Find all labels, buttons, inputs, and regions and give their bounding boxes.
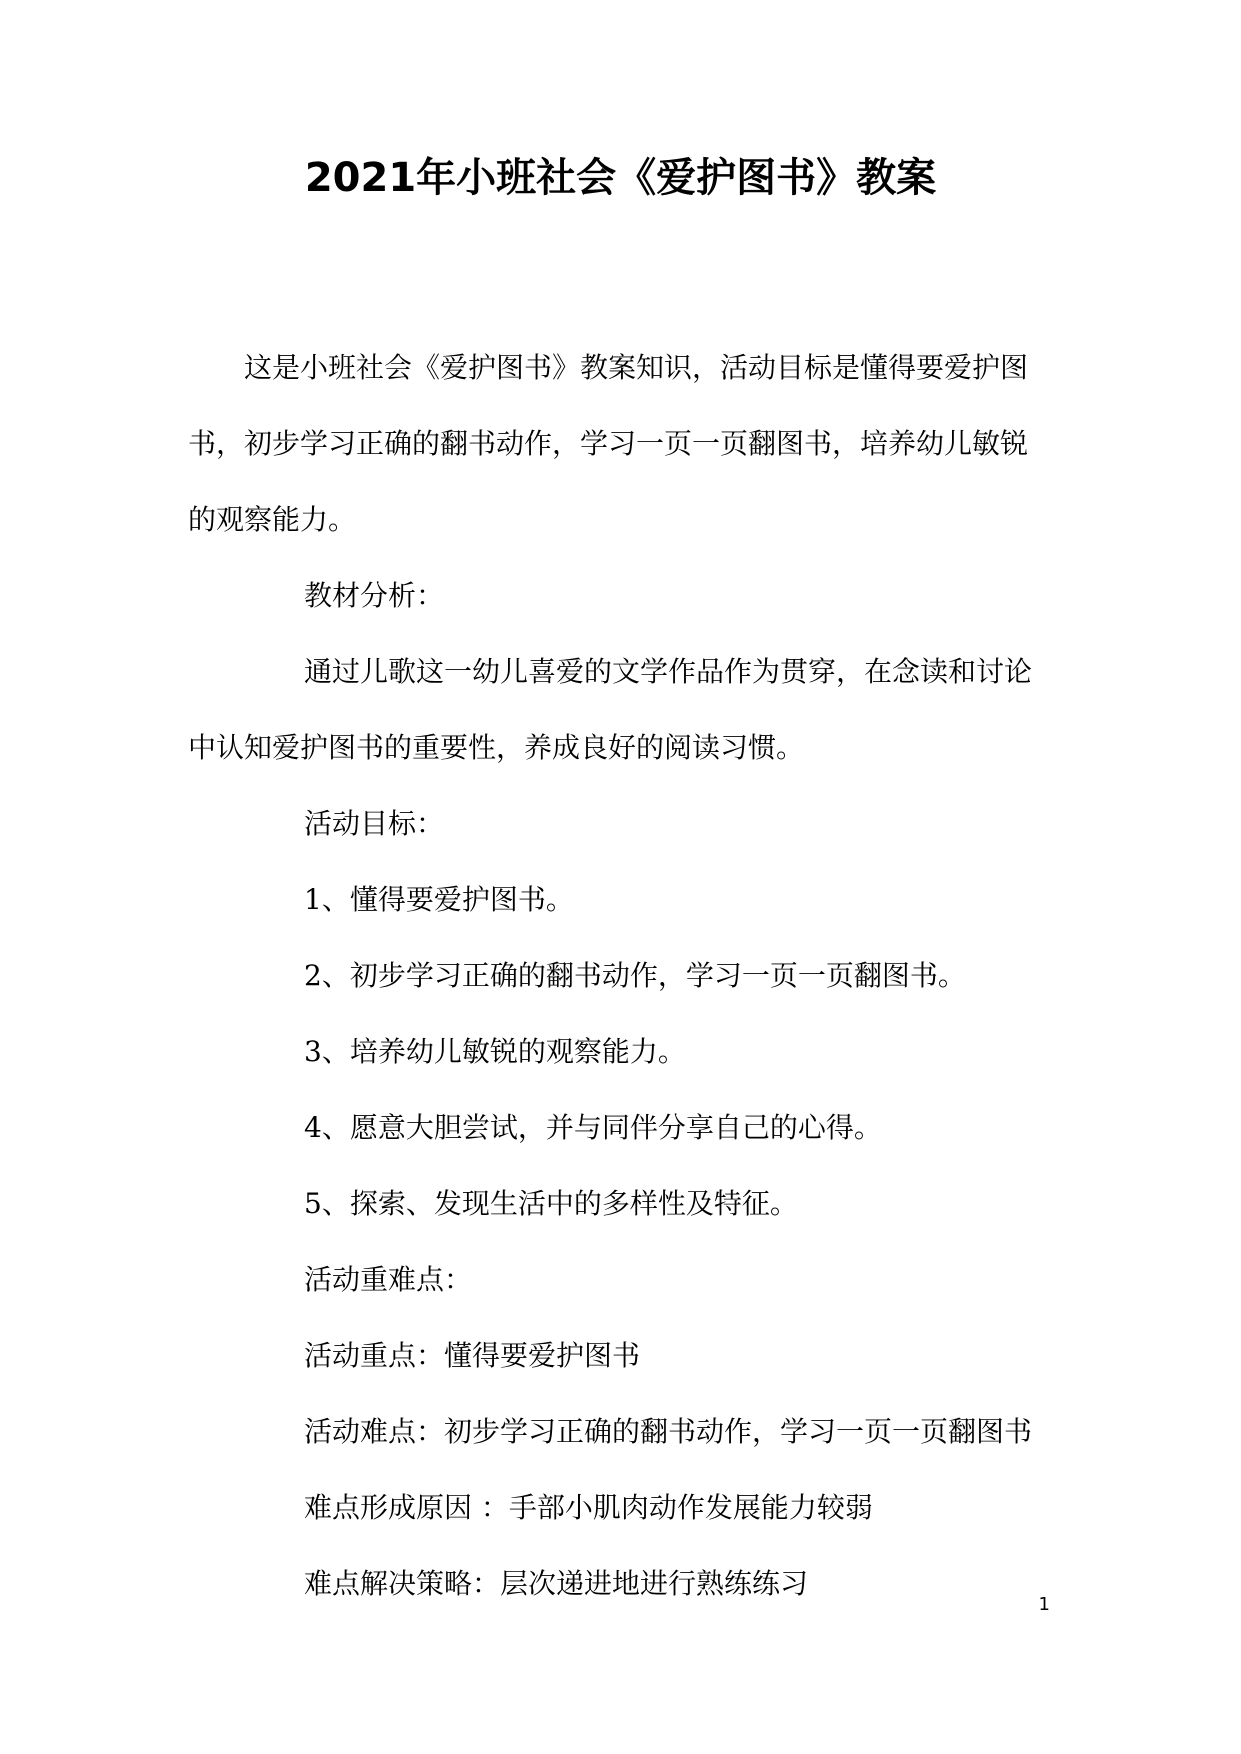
difficulty-point-text: 活动难点：初步学习正确的翻书动作，学习一页一页翻图书 (304, 1415, 1033, 1448)
page-title: 2021年小班社会《爱护图书》教案 (304, 155, 937, 201)
goal-item-5: 5、探索、发现生活中的多样性及特征。 (304, 1187, 798, 1220)
material-analysis-paragraph: 通过儿歌这一幼儿喜爱的文学作品作为贯穿，在念读和讨论中认知爱护图书的重要性，养成良好的阅读习惯。 (188, 655, 1033, 764)
difficulty-strategy-text: 难点解决策略：层次递进地进行熟练练习 (304, 1567, 809, 1600)
intro-paragraph: 这是小班社会《爱护图书》教案知识，活动目标是懂得要爱护图书，初步学习正确的翻书动作，学习一页一页翻图书，培养幼儿敏锐的观察能力。 (188, 351, 1029, 536)
key-point-text: 活动重点：懂得要爱护图书 (304, 1339, 641, 1372)
goal-item-3: 3、培养幼儿敏锐的观察能力。 (304, 1035, 686, 1068)
section-heading-activity-goals: 活动目标： (304, 807, 445, 840)
goal-item-4: 4、愿意大胆尝试，并与同伴分享自己的心得。 (304, 1111, 882, 1144)
goal-item-2: 2、初步学习正确的翻书动作，学习一页一页翻图书。 (304, 959, 966, 992)
page-number: 1 (1038, 1594, 1050, 1615)
section-heading-key-difficulties: 活动重难点： (304, 1263, 473, 1296)
document-body (188, 330, 1052, 1622)
difficulty-cause-text: 难点形成原因 ：手部小肌肉动作发展能力较弱 (304, 1491, 873, 1524)
goal-item-1: 1、懂得要爱护图书。 (304, 883, 574, 916)
section-heading-material-analysis: 教材分析： (304, 579, 445, 612)
